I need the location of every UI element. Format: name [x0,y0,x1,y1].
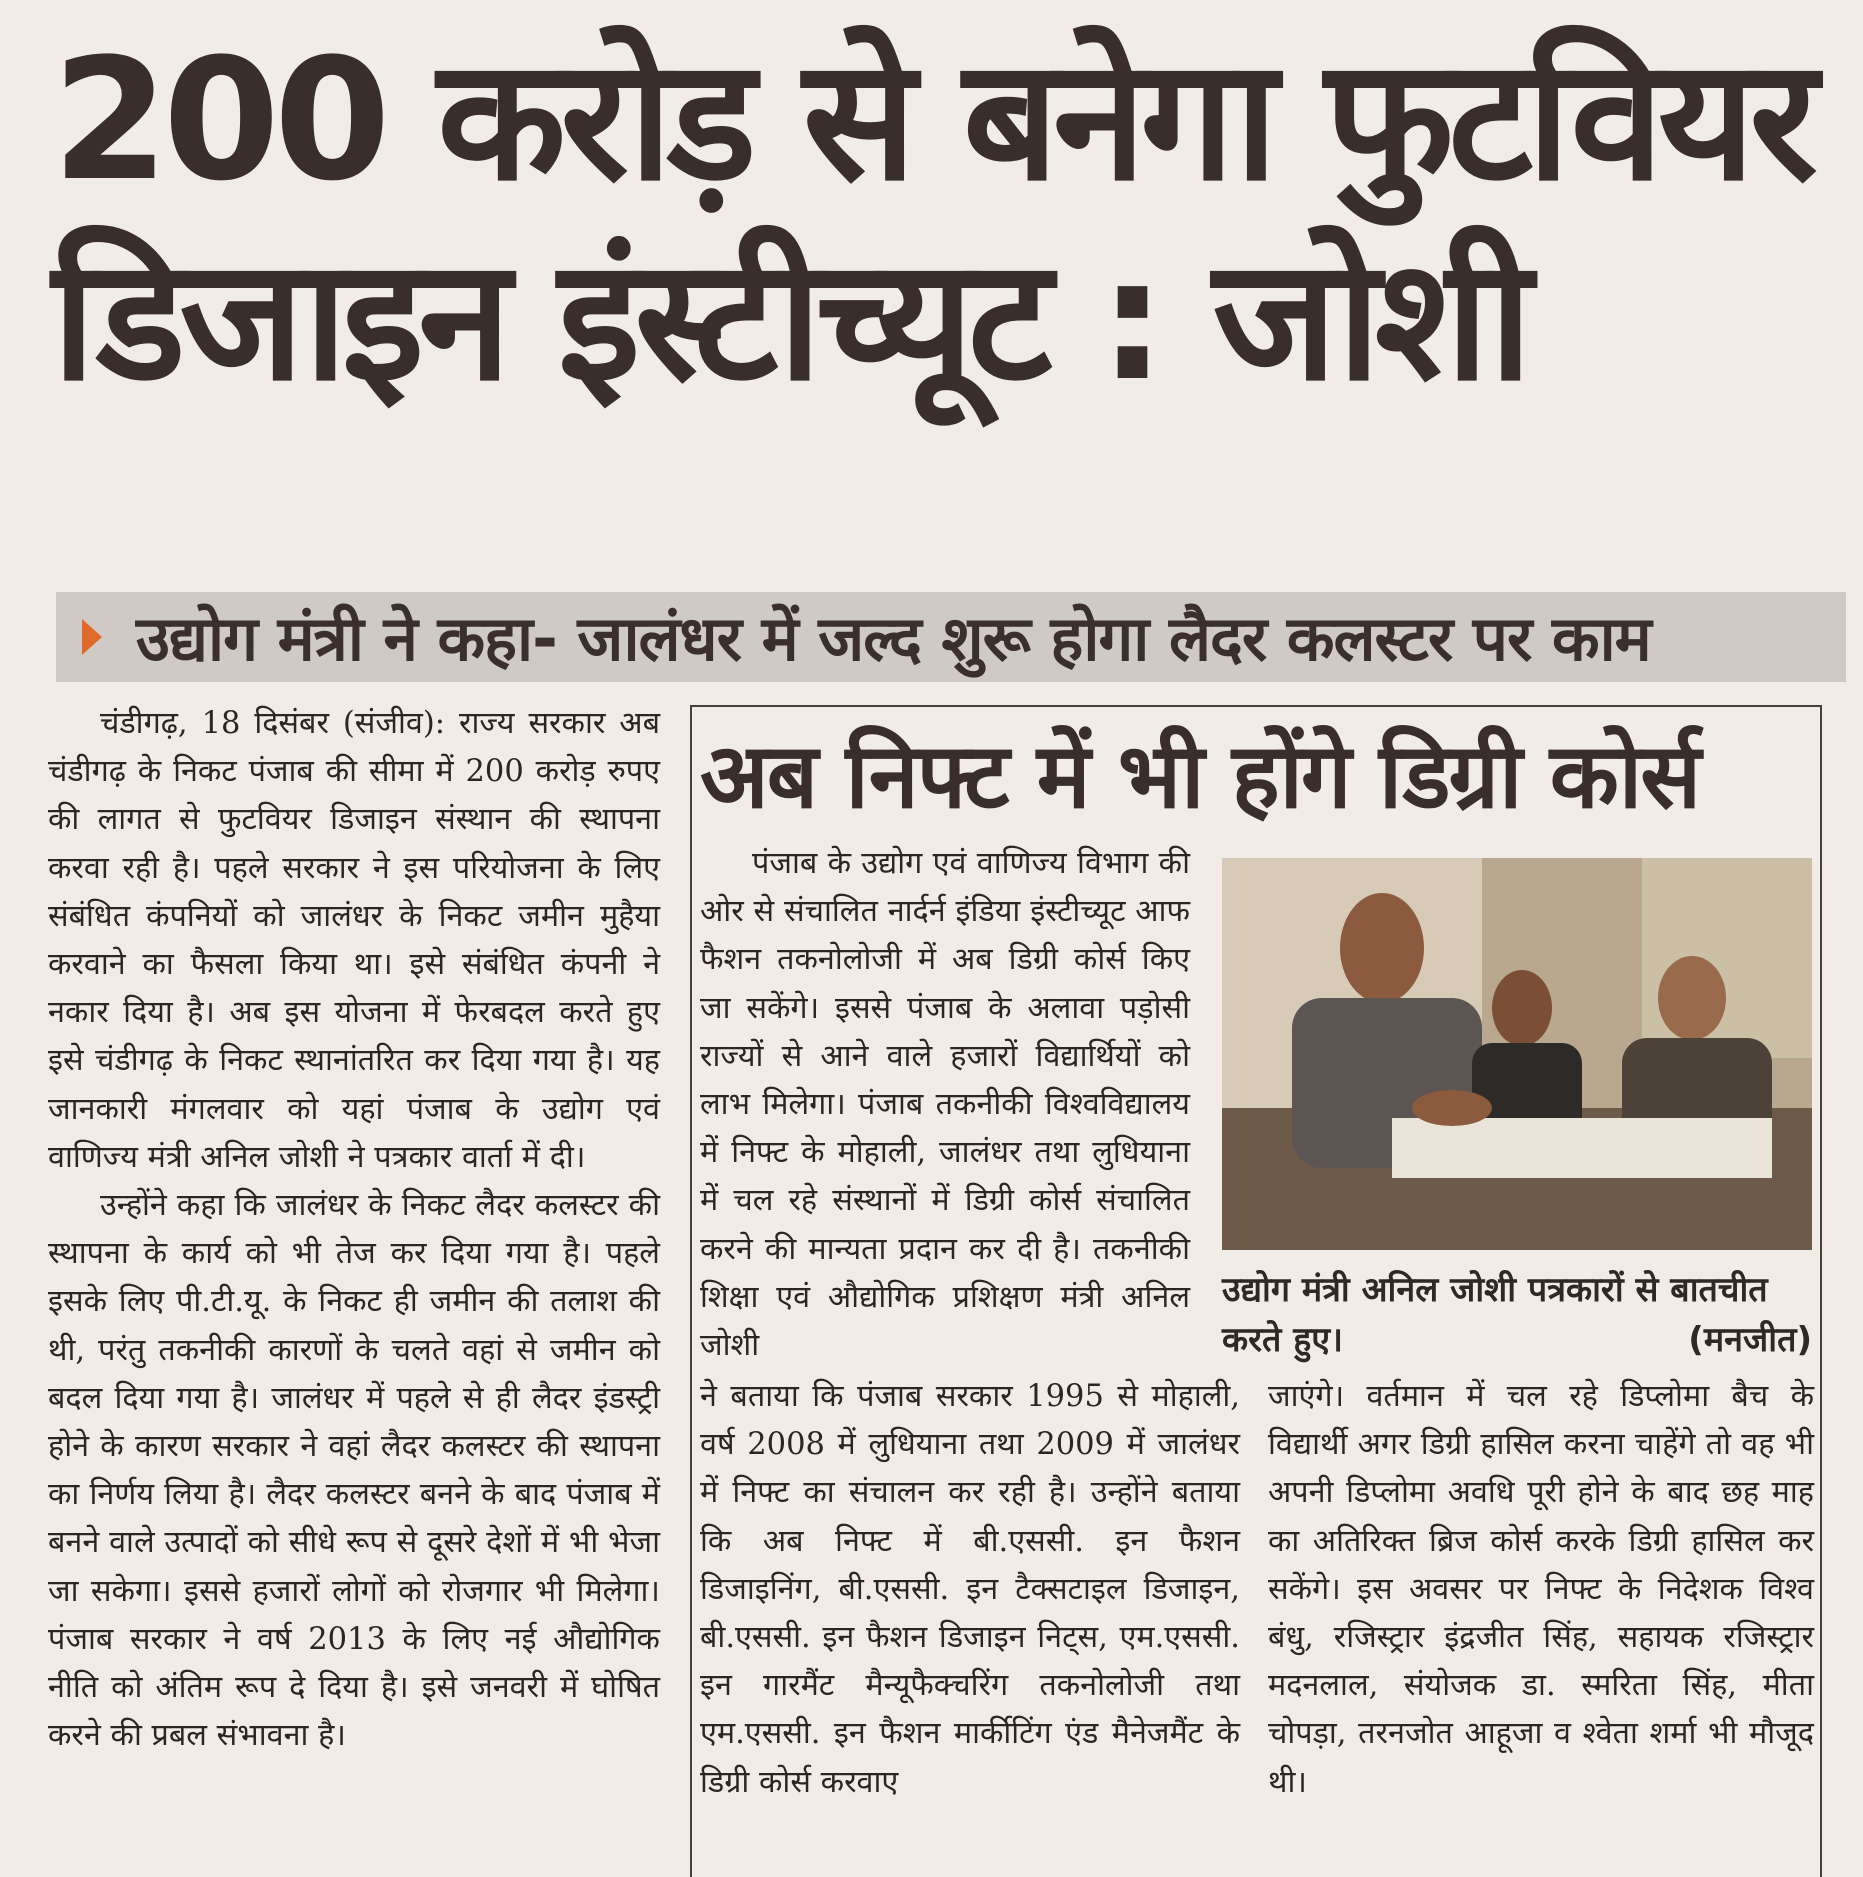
side-story-paragraph-2: ने बताया कि पंजाब सरकार 1995 से मोहाली, वर्ष 2008 में लुधियाना तथा 2009 में जालंधर में निफ्ट का संचालन कर रही है। उन्होंने बताया कि अब निफ्ट में बी.एससी. इन फैशन डिजाइनिंग, बी.एससी. इन टैक्सटाइल डिजाइन, बी.एससी. इन फैशन डिजाइन निट्स, एम.एससी. इन गारमैंट मैन्यूफैक्चरिंग तकनोलोजी तथा एम.एससी. इन फैशन मार्कीटिंग एंड मैनेजमैंट के डिग्री कोर्स करवाए [700,1379,1240,1800]
side-story-column-3 [1268,1373,1814,1807]
press-photo [1222,858,1812,1250]
photo-caption [1222,1265,1812,1365]
side-story-title: अब निफ्ट में भी होंगे डिग्री कोर्स [700,724,1700,829]
play-arrow-icon [82,619,102,655]
side-story-paragraph-3: जाएंगे। वर्तमान में चल रहे डिप्लोमा बैच के विद्यार्थी अगर डिग्री हासिल करना चाहेंगे तो वह भी अपनी डिप्लोमा अवधि पूरी होने के बाद छह माह का अतिरिक्त ब्रिज कोर्स करके डिग्री हासिल कर सकेंगे। इस अवसर पर निफ्ट के निदेशक विश्व बंधु, रजिस्ट्रार इंद्रजीत सिंह, सहायक रजिस्ट्रार मदनलाल, संयोजक डा. स्मरिता सिंह, मीता चोपड़ा, तरनजोत आहूजा व श्वेता शर्मा भी मौजूद थी। [1268,1379,1814,1800]
headline-line-2: डिजाइन इंस्टीच्यूट : जोशी [52,222,1527,418]
photo-credit: (मनजीत) [1688,1320,1812,1360]
headline-line-1: 200 करोड़ से बनेगा फुटवियर [52,22,1812,218]
subheadline-band [56,592,1846,682]
side-story-column-1 [700,840,1190,1370]
side-story-column-2 [700,1373,1240,1807]
headline [52,20,1842,420]
main-story-column [48,700,660,1760]
subheadline: उद्योग मंत्री ने कहा- जालंधर में जल्द शुरू होगा लैदर कलस्टर पर काम [136,602,1651,675]
main-story-paragraph-2: उन्होंने कहा कि जालंधर के निकट लैदर कलस्टर की स्थापना के कार्य को भी तेज कर दिया गया है। पहले इसके लिए पी.टी.यू. के निकट ही जमीन की तलाश की थी, परंतु तकनीकी कारणों के चलते वहां से जमीन को बदल दिया गया है। जालंधर में पहले से ही लैदर इंडस्ट्री होने के कारण सरकार ने वहां लैदर कलस्टर की स्थापना का निर्णय लिया है। लैदर कलस्टर बनने के बाद पंजाब में बनने वाले उत्पादों को सीधे रूप से दूसरे देशों में भी भेजा जा सकेगा। इससे हजारों लोगों को रोजगार भी मिलेगा। पंजाब सरकार ने वर्ष 2013 के लिए नई औद्योगिक नीति को अंतिम रूप दे दिया है। इसे जनवरी में घोषित करने की प्रबल संभावना है। [48,1188,660,1754]
side-story-paragraph-1: पंजाब के उद्योग एवं वाणिज्य विभाग की ओर से संचालित नार्दर्न इंडिया इंस्टीच्यूट आफ फैशन तकनोलोजी में अब डिग्री कोर्स किए जा सकेंगे। इससे पंजाब के अलावा पड़ोसी राज्यों से आने वाले हजारों विद्यार्थियों को लाभ मिलेगा। पंजाब तकनीकी विश्वविद्यालय में निफ्ट के मोहाली, जालंधर तथा लुधियाना में चल रहे संस्थानों में डिग्री कोर्स संचालित करने की मान्यता प्रदान कर दी है। तकनीकी शिक्षा एवं औद्योगिक प्रशिक्षण मंत्री अनिल जोशी [700,846,1190,1364]
main-story-paragraph-1: चंडीगढ़, 18 दिसंबर (संजीव): राज्य सरकार अब चंडीगढ़ के निकट पंजाब की सीमा में 200 करोड़ रुपए की लागत से फुटवियर डिजाइन संस्थान की स्थापना करवा रही है। पहले सरकार ने इस परियोजना के लिए संबंधित कंपनियों को जालंधर के निकट जमीन मुहैया करवाने का फैसला किया था। इसे संबंधित कंपनी ने नकार दिया है। अब इस योजना में फेरबदल करते हुए इसे चंडीगढ़ के निकट स्थानांतरित कर दिया गया है। यह जानकारी मंगलवार को यहां पंजाब के उद्योग एवं वाणिज्य मंत्री अनिल जोशी ने पत्रकार वार्ता में दी। [48,706,660,1175]
press-photo-image [1222,858,1812,1250]
photo-caption-text: उद्योग मंत्री अनिल जोशी पत्रकारों से बातचीत करते हुए। [1222,1270,1768,1360]
